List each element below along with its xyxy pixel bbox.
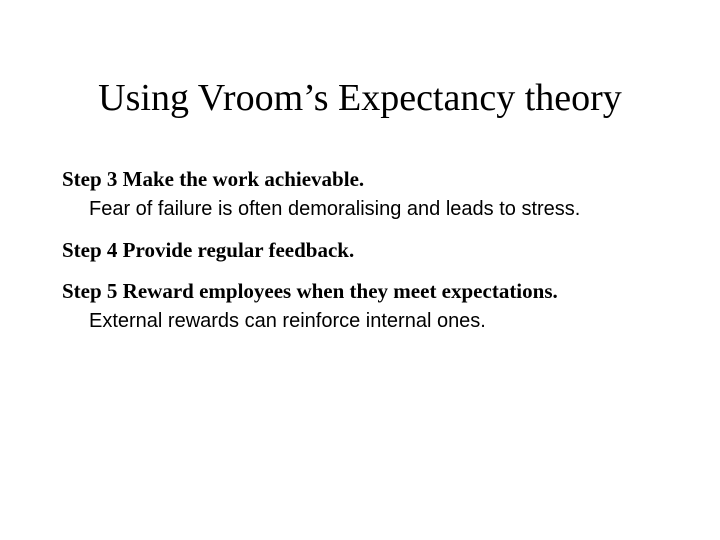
slide-body: [62, 164, 662, 336]
step-4-heading: Step 4 Provide regular feedback.: [62, 238, 355, 262]
slide-title: Using Vroom’s Expectancy theory: [98, 77, 622, 119]
step-3: [62, 164, 662, 224]
step-5-heading: Step 5 Reward employees when they meet expectations.: [62, 279, 558, 303]
step-5-detail: External rewards can reinforce internal ones.: [89, 310, 486, 332]
step-4: [62, 235, 662, 265]
step-3-detail: Fear of failure is often demoralising and leads to stress.: [89, 198, 581, 220]
step-3-heading: Step 3 Make the work achievable.: [62, 167, 365, 191]
step-5: [62, 276, 662, 336]
